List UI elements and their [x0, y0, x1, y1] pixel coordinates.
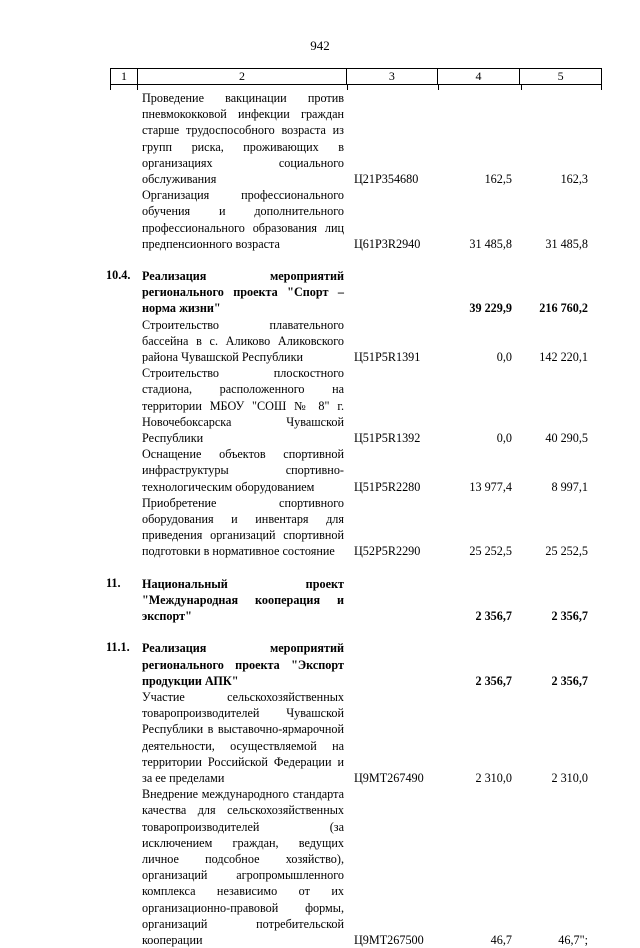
row-description: Реализация мероприятий регионального проекта "Экспорт продукции АПК" — [142, 641, 344, 688]
row-description: Строительство плавательного бассейна в с. Аликово Аликовского района Чувашской Республики — [142, 317, 344, 365]
table-header — [110, 68, 602, 85]
row-code: Ц51Р5R1391 — [354, 350, 421, 365]
row-value-5: 46,7"; — [558, 932, 588, 947]
row-code: Ц52Р5R2290 — [354, 544, 421, 559]
table-row — [0, 187, 640, 252]
row-value-5: 2 356,7 — [551, 609, 588, 624]
row-number: 11. — [106, 575, 121, 590]
row-value-5: 40 290,5 — [545, 431, 588, 446]
row-description: Организация профессионального обучения и дополнительного профессионального образования лиц предпенсионного возраста — [142, 188, 344, 251]
row-value-4: 2 310,0 — [475, 770, 512, 785]
row-value-5: 2 310,0 — [551, 770, 588, 785]
row-value-4: 13 977,4 — [469, 479, 512, 494]
table-row — [0, 640, 640, 689]
header-col-4: 4 — [438, 69, 521, 84]
row-value-4: 0,0 — [496, 431, 512, 446]
row-value-5: 142 220,1 — [539, 350, 588, 365]
row-value-4: 162,5 — [484, 172, 512, 187]
row-value-4: 39 229,9 — [469, 301, 512, 316]
table-row — [0, 786, 640, 948]
row-description: Оснащение объектов спортивной инфраструктуры спортивно-технологическим оборудованием — [142, 447, 344, 494]
row-description: Участие сельскохозяйственных товаропроизводителей Чувашской Республики в выставочно-ярмарочной деятельности, осуществляемой на территории Российской Федерации и за ее пределами — [142, 689, 344, 785]
row-code: Ц51Р5R1392 — [354, 431, 421, 446]
row-number: 10.4. — [106, 268, 131, 283]
row-value-5: 216 760,2 — [539, 301, 588, 316]
row-code: Ц61Р3R2940 — [354, 236, 421, 251]
header-col-3: 3 — [347, 69, 438, 84]
row-value-4: 0,0 — [496, 350, 512, 365]
page-number: 942 — [310, 38, 330, 53]
row-value-4: 46,7 — [490, 932, 512, 947]
row-number: 11.1. — [106, 640, 130, 655]
row-code: Ц9МТ267500 — [354, 932, 424, 947]
table-row — [0, 495, 640, 560]
table-row — [0, 446, 640, 495]
row-value-5: 162,3 — [560, 172, 588, 187]
row-description: Приобретение спортивного оборудования и инвентаря для приведения организаций спортивной подготовки в нормативное состояние — [142, 495, 344, 559]
table-row — [0, 317, 640, 366]
row-value-4: 25 252,5 — [469, 544, 512, 559]
row-code: Ц9МТ267490 — [354, 770, 424, 785]
row-description: Реализация мероприятий регионального проекта "Спорт – норма жизни" — [142, 269, 344, 316]
table-row — [0, 576, 640, 625]
row-description: Строительство плоскостного стадиона, расположенного на территории МБОУ "СОШ № 8" г. Новочебоксарска Чувашской Республики — [142, 366, 344, 446]
header-col-1: 1 — [111, 69, 138, 84]
header-col-5: 5 — [557, 69, 564, 83]
row-value-5: 31 485,8 — [545, 236, 588, 251]
row-description: Проведение вакцинации против пневмококковой инфекции граждан старше трудоспособного возраста из групп риска, проживающих в организациях социального обслуживания — [142, 91, 344, 187]
table-row — [0, 268, 640, 317]
row-value-5: 8 997,1 — [551, 479, 588, 494]
row-description: Национальный проект "Международная кооперация и экспорт" — [142, 576, 344, 624]
row-description: Внедрение международного стандарта качества для сельскохозяйственных товаропроизводителей (за исключением граждан, ведущих личное подсобное хозяйство), организаций агропромышленного комплекса независимо от их организационно-правовой формы, организаций потребительской кооперации — [142, 787, 344, 947]
table-row — [0, 365, 640, 446]
table-row — [0, 90, 640, 187]
row-code: Ц51Р5R2280 — [354, 479, 421, 494]
row-value-5: 2 356,7 — [551, 673, 588, 688]
header-col-2: 2 — [138, 69, 347, 84]
row-value-5: 25 252,5 — [545, 544, 588, 559]
table-row — [0, 689, 640, 786]
table-body — [0, 90, 640, 948]
row-code: Ц21Р354680 — [354, 172, 419, 187]
row-value-4: 31 485,8 — [469, 236, 512, 251]
row-value-4: 2 356,7 — [475, 609, 512, 624]
row-value-4: 2 356,7 — [475, 673, 512, 688]
